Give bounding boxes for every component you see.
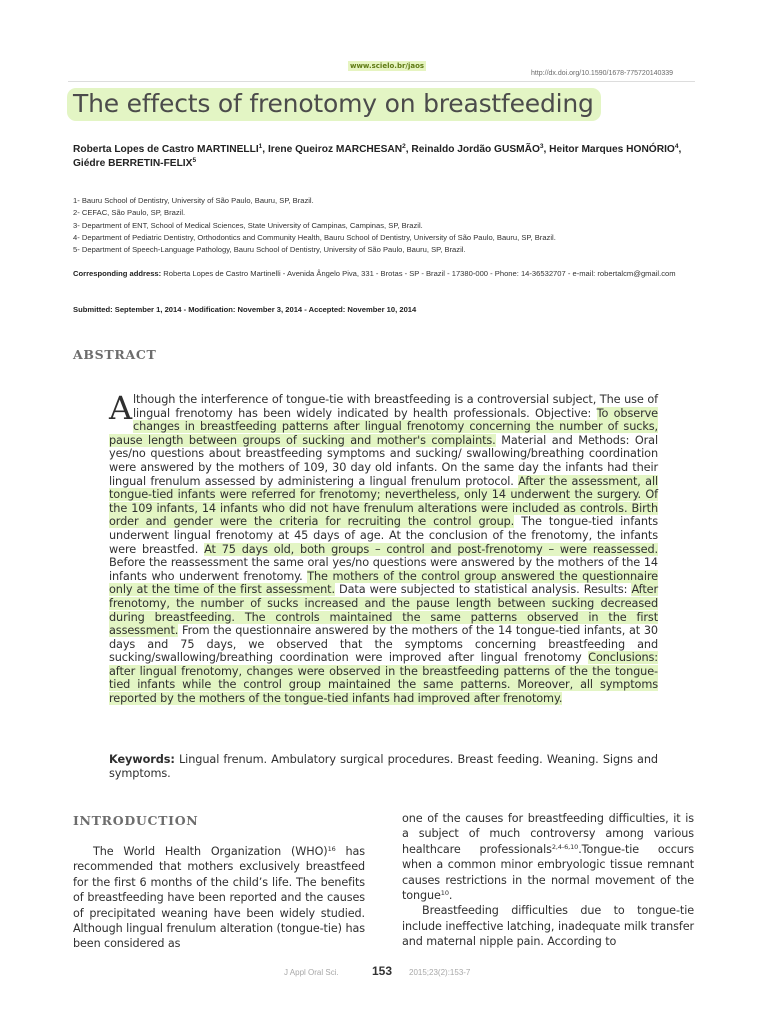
page-number: 153 <box>372 964 393 978</box>
abstract-text: lthough the interference of tongue-tie with breastfeeding is a controversial subject, The use of lingual frenotomy has been widely indicated by health professionals. Objective: <box>133 393 658 420</box>
citation-ref: 16 <box>327 845 336 853</box>
doi-link[interactable]: http://dx.doi.org/10.1590/1678-775720140339 <box>531 70 674 77</box>
abstract-body <box>109 389 659 706</box>
paragraph <box>402 811 694 903</box>
abstract-highlight: Conclusions: after lingual frenotomy, changes were observed in the breastfeeding patterns of the the tongue-tied infants while the control group maintained the same patterns. Moreover, all symptoms reported by the mothers of the tongue-tied infants had improved after frenotomy. <box>109 651 658 706</box>
introduction-right-column <box>402 811 694 950</box>
author-list <box>73 143 698 171</box>
abstract-highlight: At 75 days old, both groups – control and post-frenotomy – were reassessed. <box>204 542 659 556</box>
author-name: , Heitor Marques HONÓRIO <box>543 144 675 155</box>
paragraph-text: .Tongue-tie occurs when a common minor embryologic tissue remnant causes restrictions in the normal movement of the tongue <box>402 842 694 903</box>
author-affiliation-mark: 4 <box>674 143 679 150</box>
abstract-dropcap: A <box>109 389 132 427</box>
corresponding-address <box>73 268 698 280</box>
journal-site-link[interactable]: www.scielo.br/jaos <box>350 62 425 70</box>
keywords-label: Keywords: <box>109 753 175 766</box>
affiliation-item: 3- Department of ENT, School of Medical Sciences, State University of Campinas, Campinas, SP, Brazil. <box>73 220 423 230</box>
submission-dates: Submitted: September 1, 2014 - Modification: November 3, 2014 - Accepted: November 10, 2014 <box>73 305 417 314</box>
abstract-heading: ABSTRACT <box>73 347 157 362</box>
introduction-left-column <box>73 844 365 952</box>
abstract-text: The tongue-tied infants underwent lingual frenotomy at 45 days of age. At the conclusion of the frenotomy, the infants were breastfed. <box>109 515 658 556</box>
abstract-text: Before the reassessment the same oral yes/no questions were answered by the mothers of the 14 infants who underwent frenotomy. <box>109 556 658 583</box>
paragraph: Breastfeeding difficulties due to tongue-tie include ineffective latching, inadequate milk transfer and maternal nipple pain. According to <box>402 904 694 949</box>
affiliation-item: 1- Bauru School of Dentistry, University of São Paulo, Bauru, SP, Brazil. <box>73 196 314 205</box>
author-name: , Irene Queiroz MARCHESAN <box>262 144 403 155</box>
article-title: The effects of frenotomy on breastfeeding <box>67 88 601 121</box>
abstract-highlight: After the assessment, all tongue-tied infants were referred for frenotomy; nevertheless, only 14 underwent the surgery. Of the 109 infants, 14 infants who did not have frenulum alterations were included as controls. Birth order and gender were the criteria for recruiting the control group. <box>109 474 658 529</box>
corresponding-address-text: Roberta Lopes de Castro Martinelli - Avenida Ângelo Piva, 331 - Brotas - SP - Brazil - 17380-000 - Phone: 14-36532707 - e-mail: robertalcm@gmail.com <box>161 269 676 278</box>
paragraph-text: . <box>448 889 453 903</box>
corresponding-address-label: Corresponding address: <box>73 269 162 278</box>
footer-volume: 2015;23(2):153-7 <box>409 968 471 977</box>
abstract-text: From the questionnaire answered by the mothers of the 14 tongue-tied infants, at 30 days and 75 days, we observed that the symptoms concerning breastfeeding and sucking/swallowing/breathing coordination were improved after lingual frenotomy <box>109 624 658 665</box>
affiliation-list <box>73 195 556 256</box>
abstract-highlight: To observe changes in breastfeeding patterns after lingual frenotomy concerning the number of sucks, pause length between groups of sucking and mother's complaints. <box>109 406 659 447</box>
affiliation-item: 2- CEFAC, São Paulo, SP, Brazil. <box>73 208 186 218</box>
author-name: , Reinaldo Jordão GUSMÃO <box>405 144 540 155</box>
paragraph <box>73 844 365 952</box>
affiliation-item: 4- Department of Pediatric Dentistry, Orthodontics and Community Health, Bauru School of Dentistry, University of São Paulo, Bauru, SP, Brazil. <box>73 232 556 242</box>
author-affiliation-mark: 3 <box>539 143 544 150</box>
footer-journal: J Appl Oral Sci. <box>284 968 339 977</box>
affiliation-item: 5- Department of Speech-Language Pathology, Bauru School of Dentistry, University of São Paulo, Bauru, SP, Brazil. <box>73 245 466 255</box>
introduction-heading: INTRODUCTION <box>73 813 199 828</box>
paragraph-text: has recommended that mothers exclusively breastfeed for the first 6 months of the child’s life. The benefits of breastfeeding have been reported and the causes of precipitated weaning have been widely studied. Although lingual frenulum alteration (tongue-tie) has been considered as <box>73 845 365 951</box>
author-affiliation-mark: 5 <box>192 157 197 164</box>
abstract-highlight: The mothers of the control group answered the questionnaire only at the time of the first assessment. <box>109 569 658 597</box>
abstract-text: Material and Methods: Oral yes/no questions about breastfeeding symptoms and sucking/ swallowing/breathing coordination were answered by the mothers of 109, 30 day old infants. On the same day the infants had their lingual frenulum assessed by administering a lingual frenulum protocol. <box>109 433 658 488</box>
citation-ref: 2,4-6,10 <box>551 842 579 851</box>
author-name: , Giédre BERRETIN-FELIX <box>73 144 682 169</box>
paragraph-text: The World Health Organization (WHO) <box>93 845 328 858</box>
author-name: Roberta Lopes de Castro MARTINELLI <box>73 144 259 155</box>
citation-ref: 10 <box>440 889 449 898</box>
abstract-highlight: After frenotomy, the number of sucks increased and the pause length between sucking decreased during breastfeeding. The controls maintained the same patterns observed in the first assessment. <box>109 583 658 638</box>
author-affiliation-mark: 1 <box>258 143 263 150</box>
header-divider <box>68 81 695 82</box>
paragraph-text: one of the causes for breastfeeding difficulties, it is a subject of much controversy among various healthcare professionals <box>402 812 694 856</box>
keywords-text: Lingual frenum. Ambulatory surgical procedures. Breast feeding. Weaning. Signs and symptoms. <box>109 753 658 780</box>
abstract-text: Data were subjected to statistical analysis. Results: <box>334 583 632 597</box>
author-affiliation-mark: 2 <box>402 143 406 150</box>
keywords <box>109 753 658 781</box>
